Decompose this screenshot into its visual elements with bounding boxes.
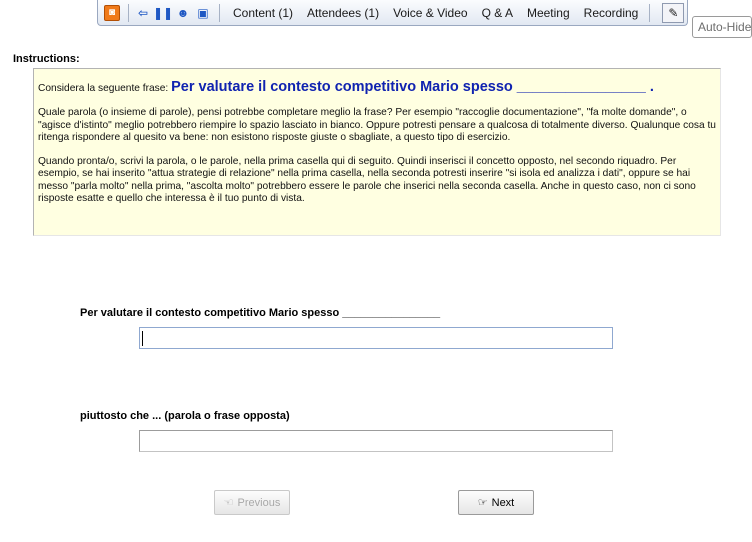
- intro-prefix: Considera la seguente frase:: [38, 83, 169, 94]
- tab-q-and-a[interactable]: Q & A: [481, 5, 513, 20]
- auto-hide-tooltip: Auto-Hide: [692, 16, 752, 38]
- next-button[interactable]: [458, 490, 534, 515]
- tab-meeting[interactable]: Meeting: [526, 5, 570, 20]
- users-icon[interactable]: ☻: [176, 5, 190, 20]
- question-1-label: Per valutare il contesto competitivo Mario spesso ________________: [80, 307, 441, 319]
- hand-left-icon: ☜: [223, 497, 234, 509]
- tab-recording[interactable]: Recording: [583, 5, 639, 20]
- hand-right-icon: ☞: [477, 497, 488, 509]
- previous-button[interactable]: [214, 490, 290, 515]
- question-2-label: piuttosto che ... (parola o frase opposta): [80, 410, 290, 422]
- toolbar-separator: [219, 4, 220, 22]
- instructions-box: [33, 68, 721, 236]
- answer-2-input[interactable]: [139, 430, 613, 452]
- app-menu-icon[interactable]: ◙: [104, 5, 120, 21]
- toolbar-separator: [649, 4, 650, 22]
- tab-voice-video[interactable]: Voice & Video: [393, 5, 468, 20]
- tab-content[interactable]: Content (1): [233, 5, 294, 20]
- share-icon[interactable]: ▣: [197, 5, 209, 20]
- pause-icon[interactable]: ❚❚: [152, 5, 174, 20]
- intro-line: [38, 81, 716, 95]
- instructions-paragraph-2: Quando pronta/o, scrivi la parola, o le parole, nella prima casella qui di seguito. Quindi inserisci il concetto opposto, nel secondo riquadro. Per esempio, se hai inserito "attua strategie di relazione" nella prima casella, nella seconda potresti inserire "si isola ed analizza i dati", oppure se hai messo "parla molto" nella prima, "ascolta molto" potrebbero essere le parole che inserici nella seconda casella. Anche in questo caso, non ci sono risposte esatte e quello che interessa è il tuo punto di vista.: [38, 156, 696, 205]
- instructions-label: Instructions:: [13, 53, 80, 65]
- pin-icon[interactable]: ✎: [662, 3, 684, 23]
- previous-label: Previous: [237, 496, 281, 509]
- intro-phrase: Per valutare il contesto competitivo Mario spesso ________________ .: [171, 79, 654, 95]
- toolbar-separator: [128, 4, 129, 22]
- instructions-paragraph-1: Quale parola (o insieme di parole), pensi potrebbe completare meglio la frase? Per esempio "raccoglie documentazione", "fa molte domande", o "agisce d'istinto" meglio potrebbero riempire lo spazio lasciato in bianco. Oppure potresti pensare a qualcosa di totalmente diverso. Qualunque cosa tu ritenga rispondere al quesito va bene: non esistono risposte giuste o sbagliate, a questo tipo di esercizio.: [38, 107, 716, 143]
- meeting-toolbar: [97, 0, 688, 26]
- next-label: Next: [491, 496, 515, 509]
- back-arrow-icon[interactable]: ⇦: [137, 5, 149, 20]
- top-bar: [0, 0, 752, 34]
- text-caret: [142, 331, 143, 346]
- tab-attendees[interactable]: Attendees (1): [307, 5, 380, 20]
- answer-1-input[interactable]: [139, 327, 613, 349]
